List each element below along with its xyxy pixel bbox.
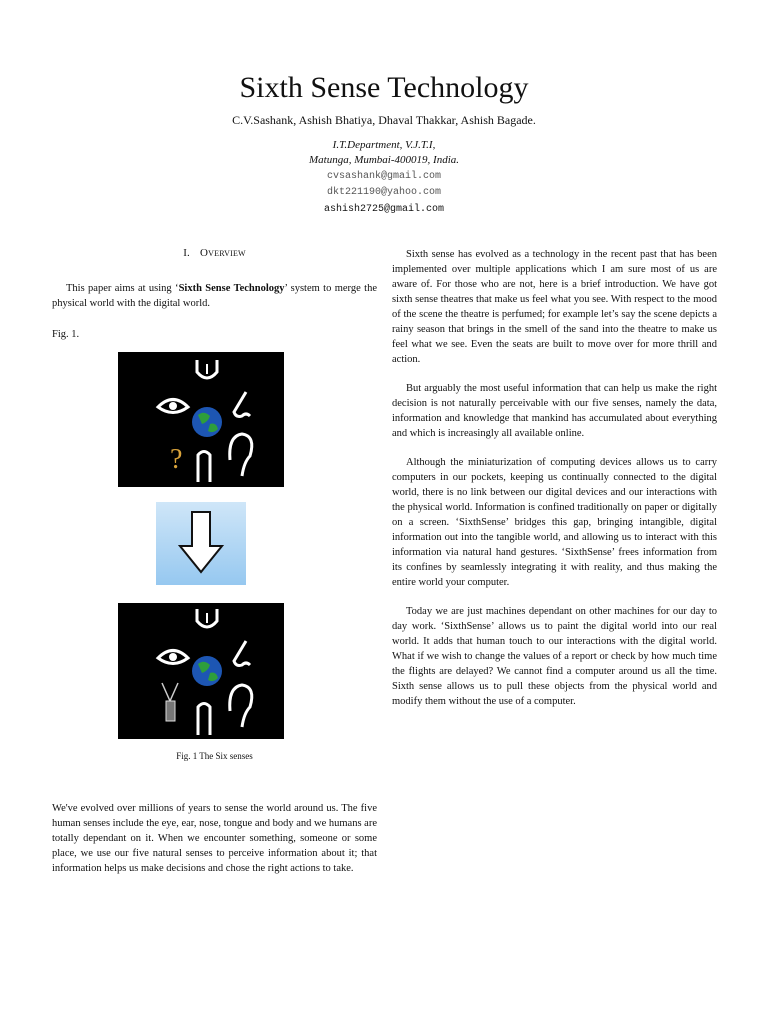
left-paragraph-2	[52, 801, 377, 876]
globe-icon	[192, 407, 222, 437]
affiliation	[0, 138, 768, 168]
section-heading	[52, 247, 377, 259]
fig-label-text: Fig. 1.	[52, 329, 80, 340]
six-senses-image	[118, 603, 284, 739]
intro-paragraph	[52, 281, 377, 311]
fig-label	[52, 327, 377, 342]
question-mark: ?	[170, 444, 183, 475]
right-paragraph-1: Sixth sense has evolved as a technology in the recent past that has been implemented over multiple applications which I am sure most of us are aware of. For those who are not, here is a brief introduction. We have got sixth sense theatres that make us feel what you see. With respect to the mood of the scene the theatre is perfumed; for example let’s say the scene depicts a rainy season that brings in the smell of the sand into the theatre to make us feel what we see. Even the seats are built to move over for more thrill and action.	[392, 249, 717, 365]
six-senses-illustration	[118, 603, 284, 739]
down-arrow-box	[156, 502, 246, 585]
right-column	[392, 247, 717, 709]
globe-icon	[192, 656, 222, 686]
affiliation-line2: Matunga, Mumbai-400019, India.	[308, 154, 459, 166]
down-arrow-icon	[156, 502, 246, 585]
right-paragraph-4: Today we are just machines dependant on other machines for our day to day work. ‘SixthSense’ allows us to paint the digital world into our real world. It adds that human touch to our interactions with the digital world. What if we wish to change the values of a report or check by how much time the flights are delayed? We cannot find a computer around us all the time. Sixth sense allows us to pull these objects from the physical world and modify them without the use of a computer.	[392, 606, 717, 707]
section-title: Overview	[200, 247, 246, 259]
affiliation-line1: I.T.Department, V.J.T.I,	[332, 139, 436, 151]
intro-text-start: This paper aims at using ‘	[66, 283, 179, 294]
email-1[interactable]: cvsashank@gmail.com	[326, 171, 442, 182]
intro-bold-term: Sixth Sense Technology	[178, 283, 285, 294]
section-number: I.	[183, 247, 191, 259]
five-senses-image	[118, 352, 284, 487]
email-2[interactable]: dkt221190@yahoo.com	[326, 187, 442, 198]
figure-caption: Fig. 1 The Six senses	[176, 751, 253, 761]
intro-text-end: ’ system to merge the physical world with the digital world.	[52, 283, 377, 309]
five-senses-illustration	[118, 352, 284, 487]
paper-title: Sixth Sense Technology	[239, 71, 529, 104]
right-paragraph-3: Although the miniaturization of computing devices allows us to carry computers in our pockets, keeping us continually connected to the digital world, there is no link between our digital devices and our interactions with the physical world. Information is confined traditionally on paper or digitally on a screen. ‘SixthSense’ bridges this gap, bringing intangible, digital information out into the tangible world, and allowing us to interact with this information via natural hand gestures. ‘SixthSense’ frees information from its confines by seamlessly integrating it with reality, and thus making the entire world your computer.	[392, 457, 717, 588]
para2-text: We've evolved over millions of years to sense the world around us. The five human senses include the eye, ear, nose, tongue and body and we humans are totally dependant on it. When we encounter something, someone or some place, we use our five natural senses to perceive information about it; that information helps us make decisions and chose the right actions to take.	[52, 803, 377, 874]
right-paragraph-2: But arguably the most useful information that can help us make the right decision is not naturally perceivable with our five senses, namely the data, information and knowledge that mankind has accumulated about everything and which is increasingly all available online.	[392, 383, 717, 439]
email-3[interactable]: ashish2725@gmail.com	[323, 204, 445, 215]
authors: C.V.Sashank, Ashish Bhatiya, Dhaval Thakkar, Ashish Bagade.	[232, 113, 536, 127]
